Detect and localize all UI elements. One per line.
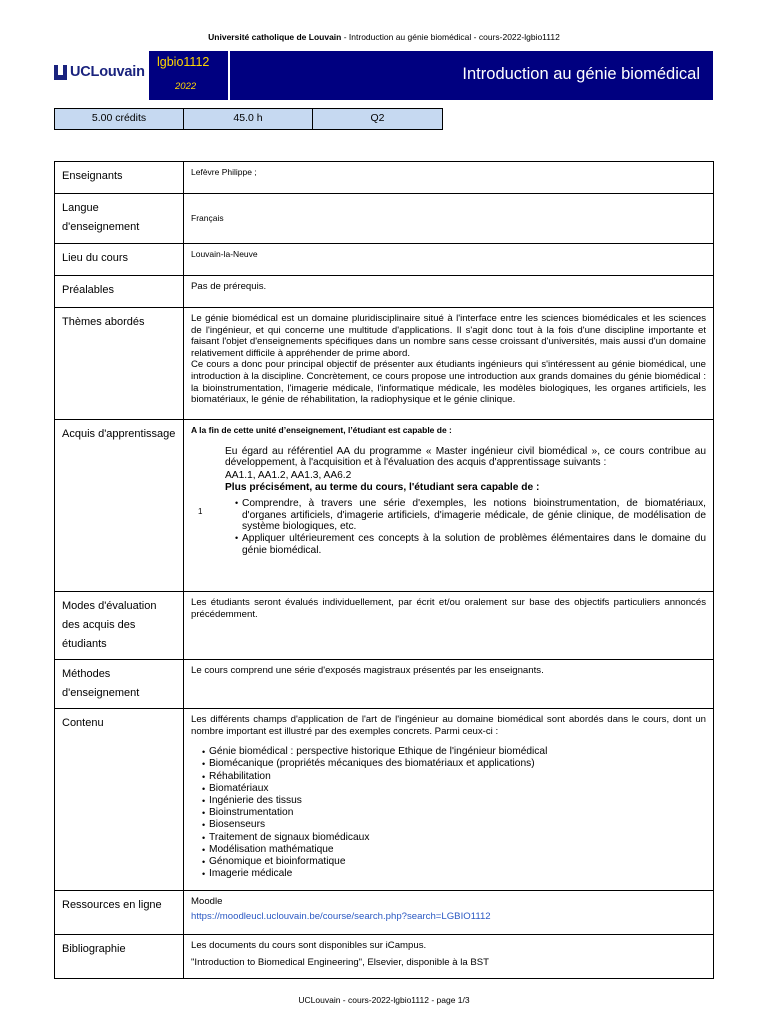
value-prealables: Pas de prérequis. [184, 276, 714, 308]
contenu-item: • Biomatériaux [202, 783, 706, 795]
biblio-line-1: Les documents du cours sont disponibles sur iCampus. [191, 940, 427, 951]
row-ressources [55, 891, 714, 935]
acquis-paragraph: Eu égard au référentiel AA du programme « Master ingénieur civil biomédical », ce cours contribue au développement, à l'acquisition et à l'évaluation des acquis d'apprentissage suivants : [225, 445, 706, 469]
acquis-bullets [235, 498, 706, 557]
row-modes [55, 592, 714, 660]
row-prealables [55, 276, 714, 308]
contenu-item: • Génie biomédical : perspective historique Ethique de l'ingénieur biomédical [202, 746, 706, 758]
label-prealables: Préalables [55, 276, 184, 308]
label-acquis: Acquis d'apprentissage [55, 420, 184, 592]
label-methodes: Méthodes d'enseignement [55, 660, 184, 709]
course-title-box [230, 51, 713, 100]
value-langue: Français [184, 194, 714, 244]
value-enseignants: Lefèvre Philippe ; [184, 162, 714, 194]
course-code: lgbio1112 [157, 55, 210, 69]
label-enseignants: Enseignants [55, 162, 184, 194]
themes-paragraph-2: Ce cours a donc pour principal objectif de présenter aux étudiants ingénieurs qui s'intéressent au génie biomédical, une introduction à la discipline. Concrètement, ce cours propose une introduction aux grands domaines du génie biomédical : la bioinstrumentation, l'imagerie médicale, l'informatique médicale, les modèles biologiques, les organes artificiels, les biomatériaux, le génie de réhabilitation, la radiophysique et le génie clinique. [191, 359, 706, 406]
label-contenu: Contenu [55, 709, 184, 891]
value-modes: Les étudiants seront évalués individuellement, par écrit et/ou oralement sur base des objectifs particuliers annoncés précédemment. [184, 592, 714, 660]
row-contenu [55, 709, 714, 891]
course-code-box [149, 51, 229, 100]
header-university: Université catholique de Louvain [208, 32, 342, 42]
contenu-item: • Biosenseurs [202, 819, 706, 831]
acquis-bullet-1: • Comprendre, à travers une série d'exemples, les notions bioinstrumentation, de biomatériaux, d'organes artificiels, d'imagerie artificiels, d'imagerie médicale, de génie clinique, de modélisation de système biologiques, etc. [235, 498, 706, 533]
biblio-line-2: "Introduction to Biomedical Engineering", Elsevier, disponible à la BST [191, 956, 489, 968]
row-methodes [55, 660, 714, 709]
uclouvain-logo [54, 64, 145, 80]
value-biblio [184, 935, 714, 979]
course-year: 2022 [175, 81, 197, 92]
label-themes: Thèmes abordés [55, 308, 184, 420]
value-themes [184, 308, 714, 420]
meta-quadrimester: Q2 [313, 109, 442, 129]
row-acquis [55, 420, 714, 592]
label-lieu: Lieu du cours [55, 244, 184, 276]
label-modes: Modes d'évaluation des acquis des étudiants [55, 592, 184, 660]
header-rest: - Introduction au génie biomédical - cours-2022-lgbio1112 [341, 32, 560, 42]
acquis-bullet-2: • Appliquer ultérieurement ces concepts à la solution de problèmes élémentaires dans le domaine du génie biomédical. [235, 533, 706, 557]
page-header [0, 32, 768, 42]
value-ressources [184, 891, 714, 935]
contenu-item: • Modélisation mathématique [202, 844, 706, 856]
meta-credits: 5.00 crédits [55, 109, 184, 129]
label-langue: Langue d'enseignement [55, 194, 184, 244]
acquis-aa-list: AA1.1, AA1.2, AA1.3, AA6.2 [225, 470, 352, 482]
acquis-intro: A la fin de cette unité d’enseignement, l’étudiant est capable de : [191, 425, 452, 435]
label-ressources: Ressources en ligne [55, 891, 184, 935]
page-footer: UCLouvain - cours-2022-lgbio1112 - page 1/3 [298, 995, 470, 1005]
moodle-link[interactable]: https://moodleucl.uclouvain.be/course/search.php?search=LGBIO1112 [191, 910, 491, 922]
row-biblio [55, 935, 714, 979]
ressources-name: Moodle [191, 896, 223, 907]
contenu-item: • Réhabilitation [202, 771, 706, 783]
meta-hours: 45.0 h [184, 109, 313, 129]
course-meta [54, 108, 443, 130]
course-title: Introduction au génie biomédical [462, 65, 700, 83]
themes-paragraph-1: Le génie biomédical est un domaine pluridisciplinaire situé à l'interface entre les sciences biomédicales et les sciences de l'ingénieur, et qui concerne une multitude d'applications. Il s'agit donc tout à la fois d'une discipline importante et faisant l'objet d'enseignements spécifiques dans un nombre sans cesse croissant d'universités, mais aussi d'un domaine relativement difficile à appréhender de prime abord. [191, 313, 706, 359]
contenu-item: • Génomique et bioinformatique [202, 856, 706, 868]
row-lieu [55, 244, 714, 276]
contenu-item: • Bioinstrumentation [202, 807, 706, 819]
course-details-table [54, 161, 714, 979]
contenu-item: • Ingénierie des tissus [202, 795, 706, 807]
value-contenu [184, 709, 714, 891]
acquis-marker: 1 [198, 506, 203, 516]
value-acquis [184, 420, 714, 592]
acquis-block [198, 445, 706, 557]
value-methodes: Le cours comprend une série d'exposés magistraux présentés par les enseignants. [184, 660, 714, 709]
contenu-list [202, 746, 706, 880]
row-enseignants [55, 162, 714, 194]
value-lieu: Louvain-la-Neuve [184, 244, 714, 276]
brand-bar [54, 51, 713, 100]
contenu-item: • Imagerie médicale [202, 868, 706, 880]
acquis-bold: Plus précisément, au terme du cours, l'étudiant sera capable de : [225, 481, 540, 493]
contenu-item: • Biomécanique (propriétés mécaniques des biomatériaux et applications) [202, 758, 706, 770]
logo-mark-icon [54, 65, 67, 80]
label-biblio: Bibliographie [55, 935, 184, 979]
logo-text: UCLouvain [70, 64, 145, 80]
contenu-intro: Les différents champs d'application de l'art de l'ingénieur au domaine biomédical sont abordés dans le cours, dont un nombre important est illustré par des exemples concrets. Parmi ceux-ci : [191, 714, 706, 737]
row-themes [55, 308, 714, 420]
contenu-item: • Traitement de signaux biomédicaux [202, 832, 706, 844]
row-langue [55, 194, 714, 244]
